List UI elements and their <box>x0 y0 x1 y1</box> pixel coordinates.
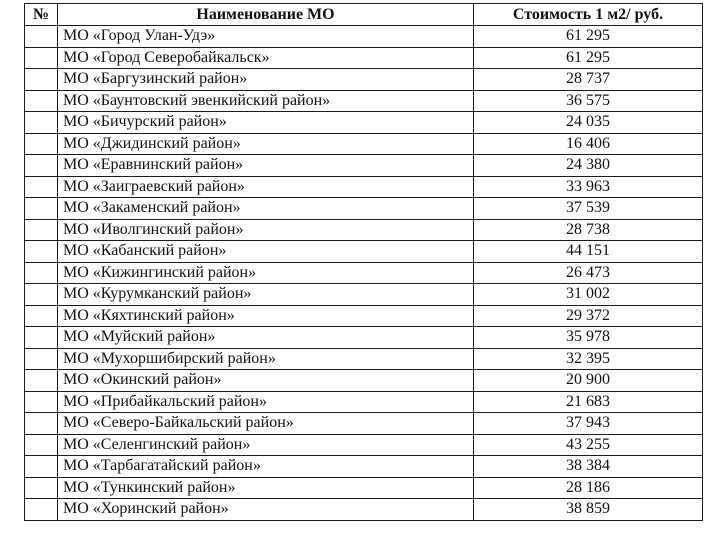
row-number-cell <box>25 241 58 263</box>
municipality-name-cell: МО «Джидинский район» <box>58 133 474 155</box>
municipality-name-cell: МО «Еравнинский район» <box>58 155 474 177</box>
municipality-name-cell: МО «Окинский район» <box>58 370 474 392</box>
row-number-cell <box>25 413 58 435</box>
row-number-cell <box>25 327 58 349</box>
row-number-cell <box>25 219 58 241</box>
municipality-name-cell: МО «Кяхтинский район» <box>58 305 474 327</box>
header-cost: Стоимость 1 м2/ руб. <box>474 4 703 26</box>
cost-per-m2-cell: 35 978 <box>474 327 703 349</box>
table-row <box>25 284 703 306</box>
row-number-cell <box>25 69 58 91</box>
table-row <box>25 499 703 521</box>
table-row <box>25 155 703 177</box>
row-number-cell <box>25 262 58 284</box>
row-number-cell <box>25 198 58 220</box>
document-page <box>24 3 702 521</box>
cost-per-m2-cell: 37 539 <box>474 198 703 220</box>
table-row <box>25 176 703 198</box>
table-row <box>25 456 703 478</box>
municipality-name-cell: МО «Северо-Байкальский район» <box>58 413 474 435</box>
municipality-name-cell: МО «Кабанский район» <box>58 241 474 263</box>
row-number-cell <box>25 176 58 198</box>
table-row <box>25 327 703 349</box>
cost-per-m2-cell: 38 384 <box>474 456 703 478</box>
municipality-name-cell: МО «Мухоршибирский район» <box>58 348 474 370</box>
table-row <box>25 198 703 220</box>
row-number-cell <box>25 456 58 478</box>
cost-per-m2-cell: 38 859 <box>474 499 703 521</box>
municipality-name-cell: МО «Муйский район» <box>58 327 474 349</box>
cost-per-m2-cell: 43 255 <box>474 434 703 456</box>
table-row <box>25 391 703 413</box>
table-row <box>25 112 703 134</box>
cost-per-m2-cell: 61 295 <box>474 26 703 48</box>
municipality-name-cell: МО «Курумканский район» <box>58 284 474 306</box>
municipality-name-cell: МО «Хоринский район» <box>58 499 474 521</box>
header-num: № <box>25 4 58 26</box>
row-number-cell <box>25 477 58 499</box>
cost-table <box>24 3 703 521</box>
cost-per-m2-cell: 29 372 <box>474 305 703 327</box>
table-row <box>25 133 703 155</box>
table-row <box>25 47 703 69</box>
cost-per-m2-cell: 61 295 <box>474 47 703 69</box>
row-number-cell <box>25 391 58 413</box>
row-number-cell <box>25 112 58 134</box>
table-row <box>25 26 703 48</box>
municipality-name-cell: МО «Город Северобайкальск» <box>58 47 474 69</box>
row-number-cell <box>25 434 58 456</box>
municipality-name-cell: МО «Бичурский район» <box>58 112 474 134</box>
municipality-name-cell: МО «Тарбагатайский район» <box>58 456 474 478</box>
cost-per-m2-cell: 28 737 <box>474 69 703 91</box>
municipality-name-cell: МО «Закаменский район» <box>58 198 474 220</box>
municipality-name-cell: МО «Баунтовский эвенкийский район» <box>58 90 474 112</box>
cost-per-m2-cell: 24 380 <box>474 155 703 177</box>
municipality-name-cell: МО «Кижингинский район» <box>58 262 474 284</box>
header-name: Наименование МО <box>58 4 474 26</box>
municipality-name-cell: МО «Тункинский район» <box>58 477 474 499</box>
cost-per-m2-cell: 20 900 <box>474 370 703 392</box>
cost-per-m2-cell: 26 473 <box>474 262 703 284</box>
cost-per-m2-cell: 32 395 <box>474 348 703 370</box>
municipality-name-cell: МО «Селенгинский район» <box>58 434 474 456</box>
cost-per-m2-cell: 33 963 <box>474 176 703 198</box>
municipality-name-cell: МО «Заиграевский район» <box>58 176 474 198</box>
cost-per-m2-cell: 44 151 <box>474 241 703 263</box>
municipality-name-cell: МО «Иволгинский район» <box>58 219 474 241</box>
table-row <box>25 90 703 112</box>
row-number-cell <box>25 47 58 69</box>
row-number-cell <box>25 348 58 370</box>
row-number-cell <box>25 26 58 48</box>
cost-per-m2-cell: 36 575 <box>474 90 703 112</box>
cost-per-m2-cell: 21 683 <box>474 391 703 413</box>
table-row <box>25 434 703 456</box>
municipality-name-cell: МО «Баргузинский район» <box>58 69 474 91</box>
table-row <box>25 219 703 241</box>
row-number-cell <box>25 90 58 112</box>
cost-per-m2-cell: 28 738 <box>474 219 703 241</box>
municipality-name-cell: МО «Город Улан-Удэ» <box>58 26 474 48</box>
table-row <box>25 370 703 392</box>
cost-per-m2-cell: 24 035 <box>474 112 703 134</box>
row-number-cell <box>25 305 58 327</box>
table-row <box>25 477 703 499</box>
table-header-row <box>25 4 703 26</box>
cost-per-m2-cell: 16 406 <box>474 133 703 155</box>
table-row <box>25 348 703 370</box>
cost-per-m2-cell: 28 186 <box>474 477 703 499</box>
row-number-cell <box>25 155 58 177</box>
table-row <box>25 305 703 327</box>
row-number-cell <box>25 499 58 521</box>
table-row <box>25 241 703 263</box>
table-body <box>25 26 703 521</box>
cost-per-m2-cell: 31 002 <box>474 284 703 306</box>
row-number-cell <box>25 284 58 306</box>
municipality-name-cell: МО «Прибайкальский район» <box>58 391 474 413</box>
cost-per-m2-cell: 37 943 <box>474 413 703 435</box>
table-row <box>25 413 703 435</box>
table-row <box>25 69 703 91</box>
row-number-cell <box>25 133 58 155</box>
table-row <box>25 262 703 284</box>
row-number-cell <box>25 370 58 392</box>
